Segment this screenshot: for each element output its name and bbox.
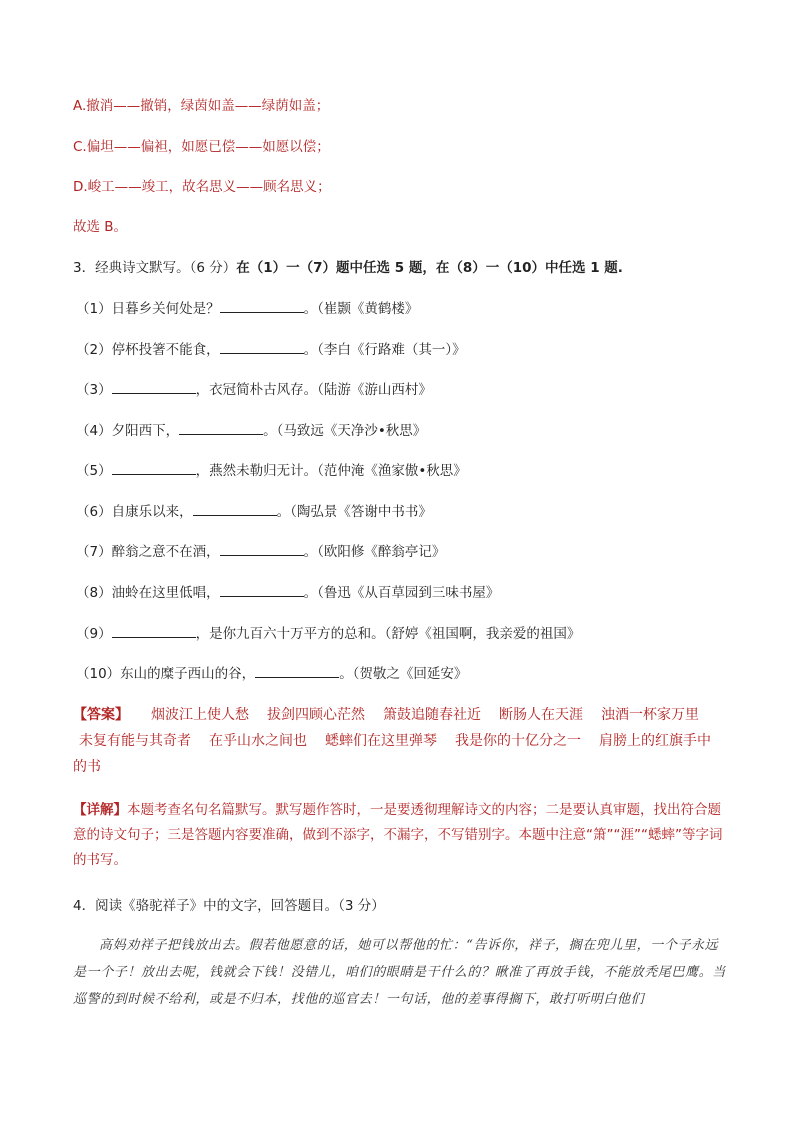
answer-line-3: 的书 bbox=[73, 759, 101, 775]
item-source: 。（贺敬之《回延安》 bbox=[339, 666, 468, 682]
item-prefix: （4）夕阳西下， bbox=[76, 423, 180, 439]
answer-item: 箫鼓追随春社近 bbox=[383, 707, 481, 723]
poem-item-2 bbox=[76, 339, 466, 360]
answer-blank[interactable] bbox=[220, 339, 304, 354]
answer-line-1 bbox=[73, 702, 723, 728]
question-3-heading bbox=[73, 258, 623, 278]
item-prefix: （5） bbox=[76, 463, 112, 479]
item-prefix: （7）醉翁之意不在酒， bbox=[76, 544, 220, 560]
item-prefix: （1）日暮乡关何处是？ bbox=[76, 301, 220, 317]
poem-item-4 bbox=[76, 420, 426, 441]
answer-item: 在乎山水之间也 bbox=[209, 733, 307, 749]
answer-item: 蟋蟀们在这里弹琴 bbox=[325, 733, 437, 749]
poem-item-7 bbox=[76, 541, 445, 562]
item-prefix: （10）东山的糜子西山的谷， bbox=[76, 666, 256, 682]
item-source: ，燕然未勒归无计。（范仲淹《渔家傲•秋思》 bbox=[195, 463, 467, 479]
answer-item: 未复有能与其奇者 bbox=[79, 733, 191, 749]
item-source: 。（马致远《天净沙•秋思》 bbox=[263, 423, 427, 439]
item-source: ，是你九百六十万平方的总和。（舒婷《祖国啊，我亲爱的祖国》 bbox=[195, 626, 581, 642]
answer-blank[interactable] bbox=[112, 460, 196, 475]
answer-blank[interactable] bbox=[220, 541, 304, 556]
item-source: 。（陶弘景《答谢中书书》 bbox=[276, 504, 432, 520]
item-prefix: （9） bbox=[76, 626, 112, 642]
answer-item: 浊酒一杯家万里 bbox=[601, 707, 699, 723]
answer-item: 我是你的十亿分之一 bbox=[455, 733, 581, 749]
answer-item: 烟波江上使人愁 bbox=[151, 707, 249, 723]
detail-section bbox=[73, 798, 725, 873]
answer-item: 肩膀上的红旗手中 bbox=[599, 733, 711, 749]
answer-blank[interactable] bbox=[255, 663, 339, 678]
question-4-heading: 4．阅读《骆驼祥子》中的文字，回答题目。（3 分） bbox=[73, 898, 385, 914]
answer-blank[interactable] bbox=[220, 582, 304, 597]
reading-passage: 高妈劝祥子把钱放出去。假若他愿意的话，她可以帮他的忙：“告诉你，祥子，搁在兜儿里，一个子永远是一个子！放出去呢，钱就会下钱！没错儿，咱们的眼睛是干什么的？瞅准了再放手钱，不能放秃尾巴鹰。当巡警的到时候不给利，或是不归本，找他的巡官去！一句话，他的差事得搁下，敢打听明白他们 bbox=[73, 938, 726, 1007]
option-d: D.峻工——竣工，故名思义——顾名思义； bbox=[73, 179, 331, 195]
option-c: C.偏坦——偏袒，如愿已偿——如愿以偿； bbox=[73, 139, 330, 155]
answer-item: 拔剑四顾心茫然 bbox=[267, 707, 365, 723]
answer-blank[interactable] bbox=[193, 501, 277, 516]
answer-blank[interactable] bbox=[179, 420, 263, 435]
answer-blank[interactable] bbox=[112, 379, 196, 394]
answer-line-2 bbox=[73, 728, 723, 754]
poem-item-9 bbox=[76, 623, 580, 644]
answer-choice: 故选 B。 bbox=[73, 219, 128, 235]
question-3-prefix: 3．经典诗文默写。（6 分） bbox=[73, 260, 237, 276]
detail-text: 本题考查名句名篇默写。默写题作答时，一是要透彻理解诗文的内容；二是要认真审题，找出符合题意的诗文句子；三是答题内容要准确，做到不添字，不漏字，不写错别字。本题中注意“箫”“涯”“蟋蟀”等字词的书写。 bbox=[73, 802, 723, 868]
item-prefix: （8）油蛉在这里低唱， bbox=[76, 585, 220, 601]
question-3-instruction: 在（1）一（7）题中任选 5 题，在（8）一（10）中任选 1 题. bbox=[236, 260, 623, 276]
item-prefix: （3） bbox=[76, 382, 112, 398]
item-source: 。（崔颢《黄鹤楼》 bbox=[303, 301, 419, 317]
item-prefix: （2）停杯投箸不能食， bbox=[76, 342, 220, 358]
answer-tag: 【答案】 bbox=[73, 707, 129, 723]
detail-tag: 【详解】 bbox=[73, 802, 127, 818]
poem-item-8 bbox=[76, 582, 499, 603]
option-a: A.撤消——撤销，绿茵如盖——绿荫如盖； bbox=[73, 98, 330, 114]
poem-item-10 bbox=[76, 663, 467, 684]
item-source: 。（鲁迅《从百草园到三味书屋》 bbox=[303, 585, 500, 601]
poem-item-6 bbox=[76, 501, 432, 522]
answer-item: 断肠人在天涯 bbox=[499, 707, 583, 723]
poem-item-5 bbox=[76, 460, 467, 481]
answer-blank[interactable] bbox=[112, 623, 196, 638]
answer-section bbox=[73, 702, 723, 780]
poem-item-1 bbox=[76, 298, 418, 319]
poem-item-3 bbox=[76, 379, 432, 400]
answer-blank[interactable] bbox=[220, 298, 304, 313]
item-prefix: （6）自康乐以来， bbox=[76, 504, 193, 520]
item-source: 。（欧阳修《醉翁亭记》 bbox=[303, 544, 446, 560]
item-source: 。（李白《行路难（其一）》 bbox=[303, 342, 466, 358]
item-source: ，衣冠简朴古风存。（陆游《游山西村》 bbox=[195, 382, 432, 398]
